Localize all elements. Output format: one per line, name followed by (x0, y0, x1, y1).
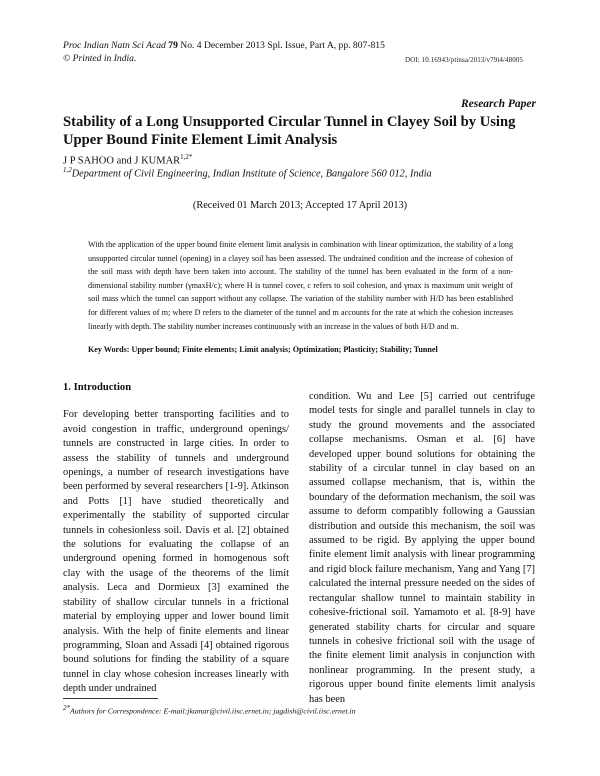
abstract: With the application of the upper bound finite element limit analysis in combination with linear optimization, the stability of a long unsupported circular tunnel (opening) in a clayey soil has been assessed. The undrained condition and the increase of cohesion of the soil mass with depth have been taken into account. The stability of the tunnel has been evaluated in the form of a non-dimensional stability number (γmaxH/c); where H is tunnel cover, c refers to soil cohesion, and γmax is maximum unit weight of soil mass which the tunnel can support without any collapse. The variation of the stability number with H/D has been established for different values of m; where D refers to the diameter of the tunnel and m accounts for the rate at which the cohesion increases linearly with depth. The stability number increases continuously with an increase in the values of both H/D and m. (88, 240, 513, 331)
article-type: Research Paper (460, 98, 536, 110)
intro-paragraph-right: condition. Wu and Lee [5] carried out centrifuge model tests for single and parallel tunnels in clay to study the ground movements and the associated collapse mechanisms. Osman et al. [6] have developed upper bound solutions for obtaining the stability of a circular tunnel in clay based on an assumed collapse mechanism, that is, within the boundary of the deformation mechanism, the soil was assume to deform compatibly following a Gaussian distribution and outside this mechanism, the soil was assumed to be rigid. By applying the upper bound finite element limit analysis with linear programming and rigid block failure mechanism, Yang and Yang [7] calculated the internal pressure needed on the sides of rectangular shallow tunnel to maintain stability in cohesive-frictional soil. Yamamoto et al. [8-9] have generated stability charts for circular and square tunnels in cohesive frictional soil with the usage of the finite element limit analysis in conjunction with nonlinear programming. In the present study, a rigorous upper bound finite elements limit analysis has been (309, 391, 535, 705)
journal-volume: 79 (168, 40, 178, 51)
issue-info: No. 4 December 2013 Spl. Issue, Part A, pp. 807-815 (180, 40, 385, 51)
footnote-divider (63, 698, 158, 699)
affiliation-text: Department of Civil Engineering, Indian Institute of Science, Bangalore 560 012, India (71, 168, 432, 180)
footnote-sup: 2* (63, 704, 70, 712)
printed-in: © Printed in India. (63, 53, 137, 64)
footnote-text: Authors for Correspondence: E-mail:jkumar@civil.iisc.ernet.in; jagdish@civil.iisc.ernet.in (70, 706, 356, 716)
intro-paragraph-left: For developing better transporting facilities and to avoid congestion in traffic, underground openings/ tunnels are constructed in large cities. In order to assess the stability of tunnels and underground openings, a number of research investigations have been performed by several researchers [1-9]. Atkinson and Potts [1] have studied theoretically and experimentally the stability of supported circular tunnels in cohesionless soil. Davis et al. [2] obtained the solutions for evaluating the collapse of an underground opening formed in homogenous soft clay with the usage of the theorems of the limit analysis. Leca and Dormieux [3] examined the stability of shallow circular tunnels in a frictional material by employing upper and lower bound limit analysis. With the help of finite elements and linear programming, Sloan and Assadi [4] obtained rigorous bound solutions for finding the stability of a square tunnel in clay whose cohesion increases linearly with depth under undrained (63, 409, 289, 695)
journal-name: Proc Indian Natn Sci Acad (63, 40, 166, 51)
correspondence-footnote (63, 704, 356, 716)
article-title: Stability of a Long Unsupported Circular Tunnel in Clayey Soil by Using Upper Bound Finite Element Limit Analysis (63, 114, 516, 148)
doi[interactable]: DOI: 10.16943/ptinsa/2013/v79i4/48005 (405, 56, 524, 64)
right-column (309, 390, 535, 707)
author-names: J P SAHOO and J KUMAR (63, 155, 181, 167)
keywords: Key Words: Upper bound; Finite elements; Limit analysis; Optimization; Plasticity; Stability; Tunnel (88, 345, 438, 354)
author-sup: 1,2* (180, 153, 193, 161)
left-column (63, 381, 289, 697)
received-dates: (Received 01 March 2013; Accepted 17 April 2013) (192, 200, 408, 211)
journal-citation (63, 40, 385, 52)
affiliation-sup: 1,2 (63, 166, 72, 174)
affiliation (63, 166, 432, 179)
section-heading: 1. Introduction (63, 382, 132, 393)
authors (63, 153, 192, 167)
